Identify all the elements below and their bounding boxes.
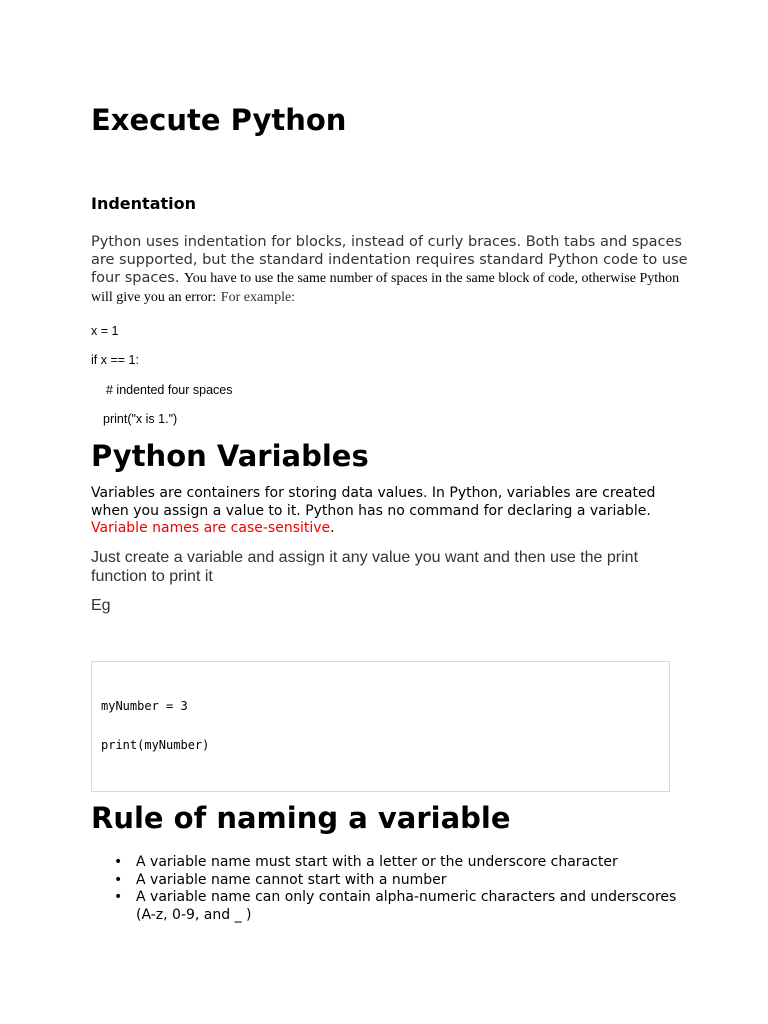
for-example-text: For example: — [220, 290, 296, 305]
code-line-assign: x = 1 — [91, 324, 119, 338]
heading-naming-rules: Rule of naming a variable — [91, 801, 511, 835]
rule-text: A variable name must start with a letter or the underscore character — [136, 854, 618, 870]
variables-description: Variables are containers for storing data values. In Python, variables are created when you assign a value to it. Python has no command for declaring a variable. — [91, 485, 656, 519]
variables-paragraph — [91, 485, 691, 538]
print-instruction: Just create a variable and assign it any value you want and then use the print function to print it — [91, 549, 639, 585]
eg-label: Eg — [91, 597, 111, 614]
code-line-print-mynumber: print(myNumber) — [101, 738, 210, 752]
bullet-glyph: • — [114, 871, 123, 888]
heading-indentation: Indentation — [91, 194, 196, 213]
indentation-text: Python uses indentation for blocks, instead of curly braces. Both tabs and spaces are supported, but the standard indentation requires standard Python code to use four spaces. — [91, 234, 688, 286]
list-item — [114, 889, 691, 924]
code-line-comment: # indented four spaces — [106, 383, 233, 397]
list-item — [114, 854, 691, 872]
naming-rules-list — [91, 854, 691, 924]
rule-text: A variable name cannot start with a number — [136, 871, 447, 888]
list-item — [114, 871, 691, 890]
case-sensitive-period: . — [330, 520, 335, 536]
case-sensitive-note: Variable names are case-sensitive — [91, 520, 331, 536]
rule-text: A variable name can only contain alpha-numeric characters and underscores (A-z, 0-9, and _ ) — [136, 889, 677, 923]
code-line-print: print("x is 1.") — [103, 412, 178, 426]
indentation-error-text: You have to use the same number of spaces in the same block of code, otherwise Python will give you an error: — [91, 271, 680, 305]
heading-execute-python: Execute Python — [91, 103, 347, 137]
code-example-box — [91, 661, 670, 792]
indentation-paragraph — [91, 233, 691, 307]
heading-python-variables: Python Variables — [91, 439, 369, 473]
code-line-if: if x == 1: — [91, 353, 139, 367]
bullet-glyph: • — [114, 854, 123, 870]
bullet-glyph: • — [114, 889, 123, 905]
code-line-mynumber: myNumber = 3 — [101, 699, 188, 713]
